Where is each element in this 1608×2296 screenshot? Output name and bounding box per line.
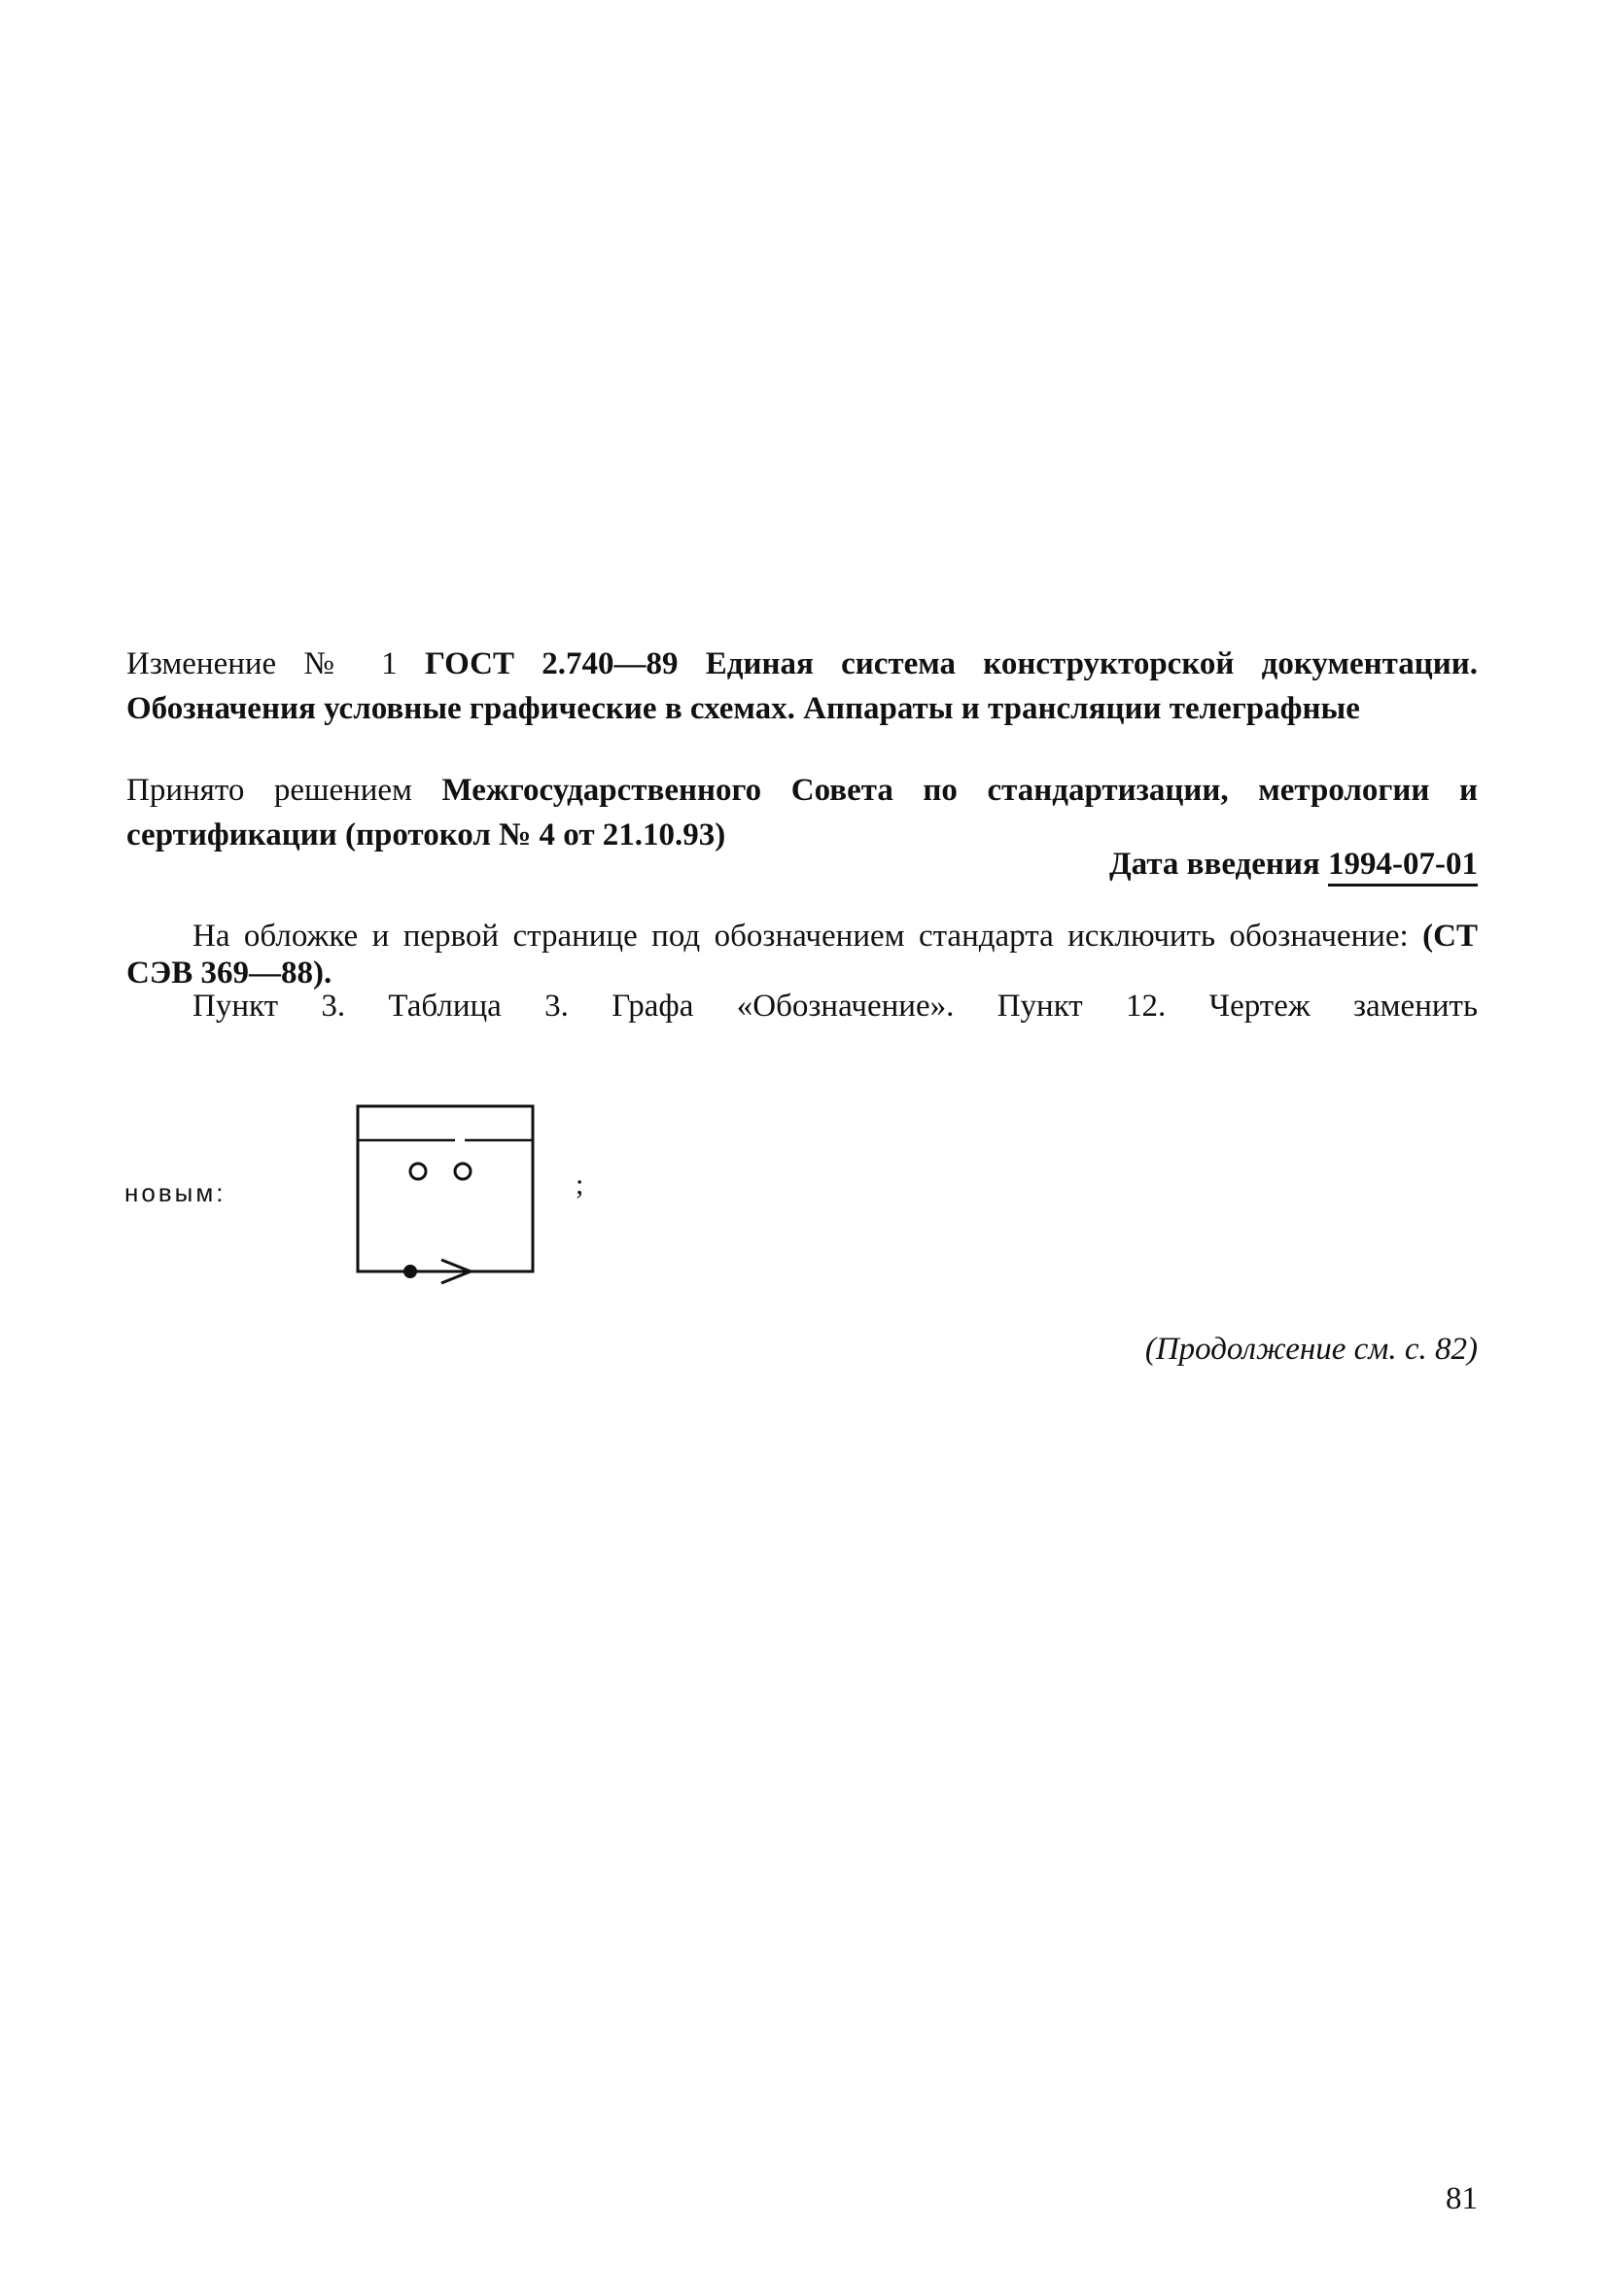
paragraph-cover-designation: (СТ СЭВ 369—88). <box>126 919 1479 991</box>
symbol-outline <box>358 1106 533 1271</box>
drawing-suffix: ; <box>576 1168 584 1200</box>
new-drawing-label: новым: <box>124 1178 227 1207</box>
symbol-bottom-node <box>403 1265 417 1278</box>
date-value: 1994-07-01 <box>1328 845 1478 887</box>
adopted-protocol: (протокол № 4 от 21.10.93) <box>345 818 726 852</box>
adopted-body: Межгосударственного Совета по стандартизации, метрологии и сертификации <box>126 773 1479 852</box>
date-label: Дата введения <box>1108 847 1320 882</box>
paragraph-cover-text: На обложке и первой странице под обозначением стандарта исключить обозначение: <box>192 919 1409 954</box>
page-number: 81 <box>1446 2181 1478 2216</box>
standard-title: Единая система конструкторской документации. Обозначения условные графические в схемах. Аппараты и трансляции телеграфные <box>126 646 1479 726</box>
paragraph-item-replace: Пункт 3. Таблица 3. Графа «Обозначение». Пункт 12. Чертеж заменить <box>192 989 1478 1024</box>
continuation-note: (Продолжение см. с. 82) <box>1144 1332 1478 1367</box>
paragraph-cover-note <box>126 918 1478 991</box>
telegraph-symbol-drawing <box>350 1096 603 1291</box>
standard-number: ГОСТ 2.740—89 <box>424 646 679 681</box>
change-label: Изменение № 1 <box>126 646 398 681</box>
introduction-date <box>1109 842 1478 887</box>
symbol-dot-right <box>455 1164 471 1179</box>
symbol-dot-left <box>410 1164 426 1179</box>
adopted-prefix: Принято решением <box>126 773 412 808</box>
change-title <box>126 642 1478 731</box>
